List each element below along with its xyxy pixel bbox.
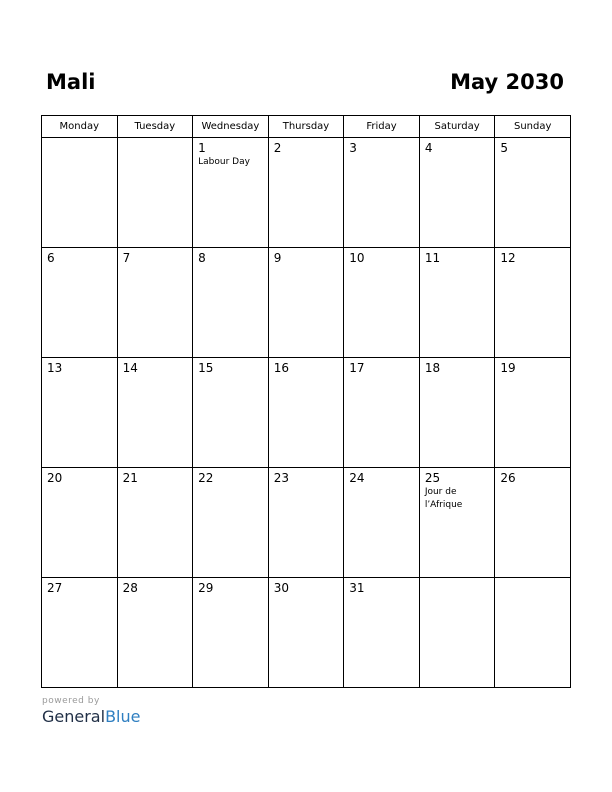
day-number: 20: [47, 471, 63, 485]
day-number: 19: [500, 361, 516, 375]
weekday-header: Sunday: [495, 116, 571, 138]
day-cell: [495, 578, 571, 688]
day-cell: [344, 138, 420, 248]
day-number: 4: [424, 141, 433, 155]
day-cell: [42, 358, 118, 468]
day-cell: [268, 248, 344, 358]
powered-by-text: powered by: [42, 696, 100, 706]
week-row: [42, 468, 571, 578]
day-number: 17: [349, 361, 365, 375]
day-number: 15: [198, 361, 214, 375]
day-number: [420, 578, 495, 581]
day-number: 27: [47, 581, 63, 595]
day-cell: [419, 138, 495, 248]
week-row: [42, 248, 571, 358]
weekday-header: Saturday: [419, 116, 495, 138]
day-cell: [268, 358, 344, 468]
holiday-label: Labour Day: [198, 157, 250, 167]
day-number: 5: [500, 141, 509, 155]
day-number: 31: [349, 581, 365, 595]
weekday-header-row: [42, 116, 571, 138]
week-row: [42, 358, 571, 468]
week-row: [42, 578, 571, 688]
day-number: 9: [273, 251, 282, 265]
day-cell: [268, 578, 344, 688]
day-cell: [419, 468, 495, 578]
day-number: 29: [198, 581, 214, 595]
brand-blue: Blue: [105, 707, 141, 726]
week-row: [42, 138, 571, 248]
day-number: 12: [500, 251, 516, 265]
day-number: 30: [273, 581, 289, 595]
brand-logo: [42, 707, 140, 726]
day-cell: [344, 358, 420, 468]
day-cell: [42, 578, 118, 688]
day-cell: [117, 468, 193, 578]
day-cell: [419, 248, 495, 358]
footer-branding: [42, 696, 140, 726]
day-number: 2: [273, 141, 282, 155]
day-cell: [495, 248, 571, 358]
day-number: 28: [122, 581, 138, 595]
weekday-header: Wednesday: [193, 116, 269, 138]
day-number: 11: [424, 251, 441, 265]
day-number: 6: [47, 251, 55, 265]
weekday-header: Tuesday: [117, 116, 193, 138]
day-cell: [268, 138, 344, 248]
day-cell: [117, 578, 193, 688]
day-number: 25: [424, 471, 441, 485]
day-cell: [419, 358, 495, 468]
day-cell: [193, 578, 269, 688]
day-number: 16: [273, 361, 289, 375]
day-number: 21: [122, 471, 138, 485]
day-number: 7: [122, 251, 131, 265]
day-number: 3: [349, 141, 357, 155]
day-number: [118, 138, 193, 141]
day-number: 1: [198, 141, 206, 155]
day-cell: [495, 138, 571, 248]
day-cell: [117, 138, 193, 248]
country-title: Mali: [46, 70, 96, 94]
day-cell: [495, 468, 571, 578]
day-number: 8: [198, 251, 206, 265]
holiday-label: Jour de l’Afrique: [424, 487, 463, 510]
day-cell: [495, 358, 571, 468]
day-cell: [193, 248, 269, 358]
day-cell: [42, 138, 118, 248]
calendar-grid: [41, 115, 571, 688]
month-title: May 2030: [450, 70, 564, 94]
day-number: [495, 578, 570, 581]
day-number: 10: [349, 251, 365, 265]
day-cell: [117, 248, 193, 358]
day-number: 22: [198, 471, 214, 485]
day-cell: [42, 248, 118, 358]
day-cell: [193, 468, 269, 578]
day-number: 23: [273, 471, 289, 485]
day-number: 18: [424, 361, 441, 375]
day-number: [42, 138, 117, 141]
day-number: 14: [122, 361, 138, 375]
day-cell: [344, 468, 420, 578]
day-cell: [193, 138, 269, 248]
weekday-header: Friday: [344, 116, 420, 138]
day-cell: [268, 468, 344, 578]
day-cell: [344, 248, 420, 358]
weekday-header: Thursday: [268, 116, 344, 138]
day-cell: [117, 358, 193, 468]
weekday-header: Monday: [42, 116, 118, 138]
day-cell: [344, 578, 420, 688]
day-cell: [419, 578, 495, 688]
day-number: 13: [47, 361, 63, 375]
brand-general: General: [42, 707, 106, 726]
day-number: 26: [500, 471, 516, 485]
day-cell: [42, 468, 118, 578]
day-number: 24: [349, 471, 365, 485]
day-cell: [193, 358, 269, 468]
